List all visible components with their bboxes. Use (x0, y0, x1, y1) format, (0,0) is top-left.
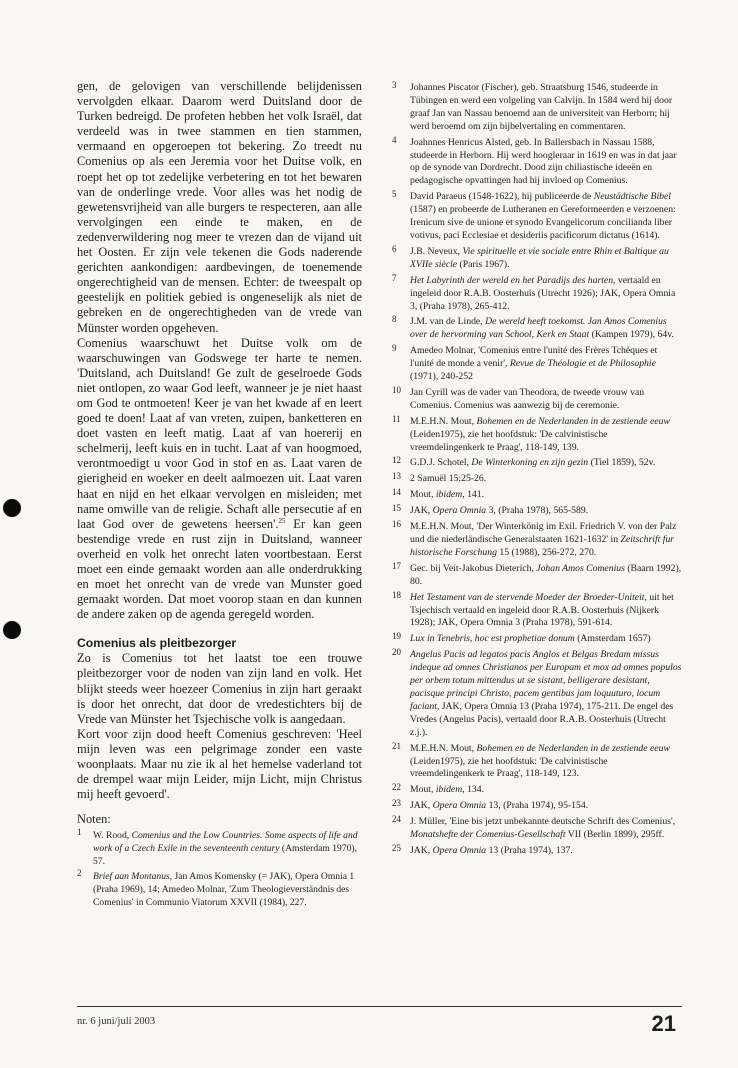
footnote-number: 24 (392, 814, 401, 825)
footnote-number: 5 (392, 189, 397, 200)
footnote (392, 816, 682, 842)
footnote-text: 13 (Praha 1974), 137. (486, 844, 573, 856)
footnote-text: VII (Berlin 1899), 295ff. (565, 829, 665, 841)
footnote-text: Gec. bij Veit-Jakobus Dieterich, (410, 562, 537, 574)
footnote-text: Lux in Tenebris, hoc est prophetiae donum (410, 633, 575, 645)
footnote-text: M.E.H.N. Mout, (410, 415, 477, 427)
footnote (392, 505, 682, 518)
footnote-text: (Kampen 1979), 64v. (589, 329, 674, 341)
body-paragraph: Comenius waarschuwt het Duitse volk om de waarschuwingen van Godswege ter harte te nemen. 'Duitsland, ach Duitsland! Ge zult de geselroede Gods niet ontlopen, zo waar God leeft, wanneer je je niet haast om God te ontmoeten! Keer je van het kwade af en leert goed te doen! Laat af van vreten, zuipen, banketteren en doet vasten en leeft matig. Laat af van hoererij en schelmerij, leeft kuis en in tucht. Laat af van hoogmoed, verontmoedigt u voor God in stof en as. Laat varen de gierigheid en woeker en deelt aalmoezen uit. Laat varen haat en nijd en het elkaar vervolgen en misleiden; met name omwille van de religie. Schaft alle persecutie af en laat God over de gewetens heersen'.$^{25}$ Er kan geen bestendige vrede en rust zijn in Duitsland, wanneer overheid en volk het onrecht laten voortbestaan. Eerst moet een einde gemaakt worden aan alle onderdrukking en moet het onrecht van de vrede van Munster goed gemaakt worden. Dat moet voorop staan en dan kunnen de andere zaken op de agenda geregeld worden. (77, 335, 362, 622)
footnote-number: 6 (392, 243, 397, 254)
footnote (392, 272, 682, 314)
footnote-text: ibidem, (435, 784, 465, 796)
footnote-text: Jan Amos Komensky (= JAK), Opera Omnia 1 (Praha 1969), 14; Amedeo Molnar, 'Zum Theologieverständnis des Comenius' in Communio Viatorum XXVII (1984), 227. (93, 871, 355, 909)
footnote-text: (Leiden1975), zie het hoofdstuk: 'De calvinistische vreemdelingenkerk te Praag', 118-149, 139. (410, 428, 608, 453)
footnote-number: 25 (392, 842, 401, 853)
footnote-text: (Leiden1975), zie het hoofdstuk: 'De calvinistische vreemdelingenkerk te Praag', 118-149, 123. (410, 755, 608, 780)
footnote (392, 191, 682, 243)
footnote-text: Bohemen en de Nederlanden in de zestiende eeuw (476, 742, 670, 754)
footnote (392, 560, 682, 589)
footnote-text: De wereld heeft toekomst. Jan Amos Comenius over de hervorming van School, Kerk en Staat (410, 316, 667, 341)
footnote-number: 1 (77, 827, 82, 838)
footnote-text: Vie spirituelle et vie sociale entre Rhin et Baltique au XVIIe siècle (410, 245, 669, 270)
footnote-text: M.E.H.N. Mout, (410, 742, 477, 754)
footnote-text: uit het Tsjechisch vertaald en ingeleid door R.A.B. Oosterhuis (Nijkerk 1928); JAK, Opera Omnia 3 (Praha 1978), 591-614. (410, 591, 674, 629)
footnote (392, 384, 682, 413)
footnote-number: 2 (77, 868, 82, 879)
footnote-text: 2 Samuël 15:25-26. (410, 473, 487, 485)
footnote-text: JAK, (410, 505, 433, 517)
footnote-text: J.B. Neveux, (410, 245, 463, 257)
footnote (392, 457, 682, 470)
footnote-text: 13, (Praha 1974), 95-154. (486, 800, 589, 812)
footnote-text: (Paris 1967). (457, 258, 510, 270)
footnote-number: 23 (392, 798, 401, 809)
footnote-text: (1587) en probeerde de Lutheranen en Gereformeerden e verzoenen: Irenicum sive de unione et synodo Evangelicorum concilianda liber votivus, paci Ecclesiae et desideriis pacificorum dictatus (1614). (410, 204, 676, 241)
footnote-number: 18 (392, 589, 401, 600)
punch-hole (3, 621, 21, 639)
footnotes-column (392, 82, 682, 861)
footnote-number: 7 (392, 272, 397, 283)
footnote-number: 9 (392, 343, 397, 354)
footnote-text: Monatshefte der Comenius-Gesellschaft (410, 829, 566, 841)
footnote-text: David Paraeus (1548-1622), hij publiceerde de (410, 191, 594, 203)
footnote-number: 16 (392, 519, 401, 530)
footnote-text: Revue de Théologie et de Philosophie (509, 358, 656, 370)
footnote-text: (1971), 240-252 (410, 371, 473, 383)
footnote (392, 316, 682, 342)
footnote (392, 649, 682, 739)
footnote-text: 3, (Praha 1978), 565-589. (486, 505, 589, 517)
footnote-number: 17 (392, 560, 401, 571)
footnote-text: JAK, (410, 800, 433, 812)
footnote-text: 15 (1988), 256-272, 270. (496, 546, 597, 558)
footnote-text: Bohemen en de Nederlanden in de zestiende eeuw (476, 415, 670, 427)
footnote (392, 740, 682, 782)
notes-list (77, 829, 362, 909)
footnote-number: 13 (392, 471, 401, 482)
footnote-number: 4 (392, 134, 397, 145)
footnote-text: Amedeo Molnar, 'Comenius entre l'unité des Frères Tchèques et l'unité de monde a venir', (410, 345, 658, 370)
footnote-text: Het Labyrinth der wereld en het Paradijs des harten, (410, 274, 616, 286)
footnote-text: Zeitschrift fur historische Forschung (410, 534, 675, 558)
notes-title: Noten: (77, 812, 111, 827)
footnote-number: 12 (392, 455, 401, 466)
footnote-number: 14 (392, 487, 401, 498)
footnote-number: 15 (392, 503, 401, 514)
footnote (77, 870, 362, 909)
footnote-text: Joahnnes Henricus Alsted, geb. In Ballersbach in Nassau 1588, studeerde in Herborn. Hij werd hoogleraar in 1619 en was in dat jaar op de synode van Dordrecht. Dood zijn chiliastische ideeën en pedagogische opvattingen had hij invloed op Comenius. (410, 136, 677, 187)
footnote (392, 345, 682, 384)
issue-label: nr. 6 juni/juli 2003 (77, 1016, 156, 1027)
footnote (392, 784, 682, 797)
body-paragraph: gen, de gelovigen van verschillende belijdenissen vervolgden elkaar. Daarom werd Duitsland door de Turken bedreigd. De profeten hebben het volk Israël, dat verdeeld was in twee stammen en tien stammen, vermaand en opgeroepen tot bekering. Zo treedt nu Comenius op als een Jeremia voor het Duitse volk, en roept het op tot zedelijke verbetering en tot het bewaren van de onderlinge vrede. Voor alles was het nodig de gewetensvrijheid van alle burgers te respecteren, aan alle vervolgingen een einde te maken, en de zedenverwildering nog meer te vrezen dan de vijand uit het Oosten. Er zijn vele tekenen die Gods naderende gerichten aankondigen: aardbevingen, de toenemende ongerechtigheid van de mensen. Echter: de tweespalt op geestelijk en politiek gebied is ongeneselijk als niet de gebreken en de ongerechtigheden van de vrede van Münster worden opgeheven. (77, 79, 362, 335)
footnote (392, 800, 682, 813)
footnote-text: 141. (464, 489, 485, 501)
footnote-text: Mout, (410, 489, 436, 501)
footnote-number: 22 (392, 782, 401, 793)
footnote-text: 134. (464, 784, 485, 796)
footnote-text: J.M. van de Linde, (410, 316, 486, 328)
footnote-text: Johan Amos Comenius (536, 562, 625, 574)
footnote (392, 413, 682, 455)
punch-hole (3, 499, 21, 517)
body-paragraph: Kort voor zijn dood heeft Comenius geschreven: 'Heel mijn leven was een pelgrimage zonder een vaste woonplaats. Maar nu zie ik al het hemelse vaderland tot de drempel waar mijn Leider, mijn Licht, mijn Christus mij heeft gevoerd'. (77, 726, 362, 802)
footnote-text: Johannes Piscator (Fischer), geb. Straatsburg 1546, studeerde in Tübingen en werd een volgeling van Calvijn. In 1584 werd hij door graaf Jan van Nassau benoemd aan de universiteit van Herborn; hij werd beroemd om zijn bijbelvertaling en commentaren. (410, 82, 673, 132)
footnote-text: Angelus Pacis ad legatos pacis Anglos et Belgas Bredam missus indeque ad omnes Christianos per Europam et mox ad omnes populos per orbem totum mittendus ut se sistant, belligerare desistant, pacisque principi Christo, pacem gentibus jam loquuturo, locum faciant, (410, 649, 682, 712)
footnote (392, 633, 682, 646)
section-heading: Comenius als pleitbezorger (77, 636, 237, 651)
footnote (77, 829, 362, 868)
footnote-number: 21 (392, 740, 401, 751)
footnote-text: Neustädtische Bibel (593, 191, 671, 203)
footnote-number: 11 (392, 413, 401, 424)
footnote-text: Opera Omnia (432, 844, 487, 856)
footnote-number: 10 (392, 384, 401, 395)
footnote-text: Jan Cyrill was de vader van Theodora, de tweede vrouw van Comenius. Comenius was aanwezig bij de ceremonie. (410, 386, 645, 411)
footnote-text: (Tiel 1859), 52v. (588, 457, 656, 469)
footnote-text: J. Müller, 'Eine bis jetzt unbekannte deutsche Schrift des Comenius', (410, 816, 676, 828)
footnote (392, 473, 682, 486)
footnote (392, 521, 682, 560)
footnote-number: 3 (392, 80, 397, 90)
footnote-number: 8 (392, 314, 397, 325)
footnote (392, 243, 682, 272)
footer-rule (77, 1006, 682, 1007)
footnote-text: JAK, (410, 844, 433, 856)
footnote-text: Comenius and the Low Countries. Some aspects of life and work of a Czech Exile in the seventeenth century (93, 830, 358, 855)
footnote (392, 82, 682, 134)
footnote-number: 20 (392, 647, 401, 658)
footnote-text: M.E.H.N. Mout, 'Der Winterkönig im Exil. Friedrich V. von der Palz und die niederländische Generalstaaten 1621-1632' in (410, 521, 677, 545)
footnote-number: 19 (392, 631, 401, 642)
footnote-text: W. Rood, (93, 830, 132, 842)
footnote-text: De Winterkoning en zijn gezin (471, 457, 589, 469)
footnote-text: (Baarn 1992), 80. (410, 562, 682, 587)
body-paragraph: Zo is Comenius tot het laatst toe een trouwe pleitbezorger voor de noden van zijn land en volk. Het blijkt steeds weer hoezeer Comenius in zijn hart geraakt is door het onrecht, dat door de vredestichters bij de Vrede van Münster het Tsjechische volk is aangedaan. (77, 651, 362, 726)
footnote (392, 489, 682, 502)
footnote (392, 589, 682, 631)
footnote-text: Brief aan Montanus, (93, 871, 173, 883)
footnote-text: Mout, (410, 784, 436, 796)
footnote-text: Opera Omnia (432, 800, 487, 812)
footnote-text: Het Testament van de stervende Moeder der Broeder-Uniteit, (410, 591, 647, 603)
left-column (77, 79, 362, 909)
page-number: 21 (651, 1011, 676, 1036)
footnote-text: (Amsterdam 1657) (574, 633, 651, 645)
footnote-text: JAK, Opera Omnia 13 (Praha 1974), 175-211. De engel des Vredes (Angelus Pacis), vertaald door R.A.B. Oosterhuis (Utrecht z.j.). (410, 700, 674, 738)
footnote-ref[interactable]: 25 (278, 516, 286, 525)
footnote-text: G.D.J. Schotel, (410, 457, 472, 469)
footnote-text: Opera Omnia (432, 505, 487, 517)
footnote-text: ibidem, (435, 489, 465, 501)
footnote (392, 842, 682, 858)
footnote-text: vertaald en ingeleid door R.A.B. Oosterhuis (Utrecht 1926); JAK, Opera Omnia 3, (Praha 1978), 265-412. (410, 274, 676, 312)
footnote-text: (Amsterdam 1970), 57. (93, 843, 358, 868)
footnote (392, 134, 682, 189)
